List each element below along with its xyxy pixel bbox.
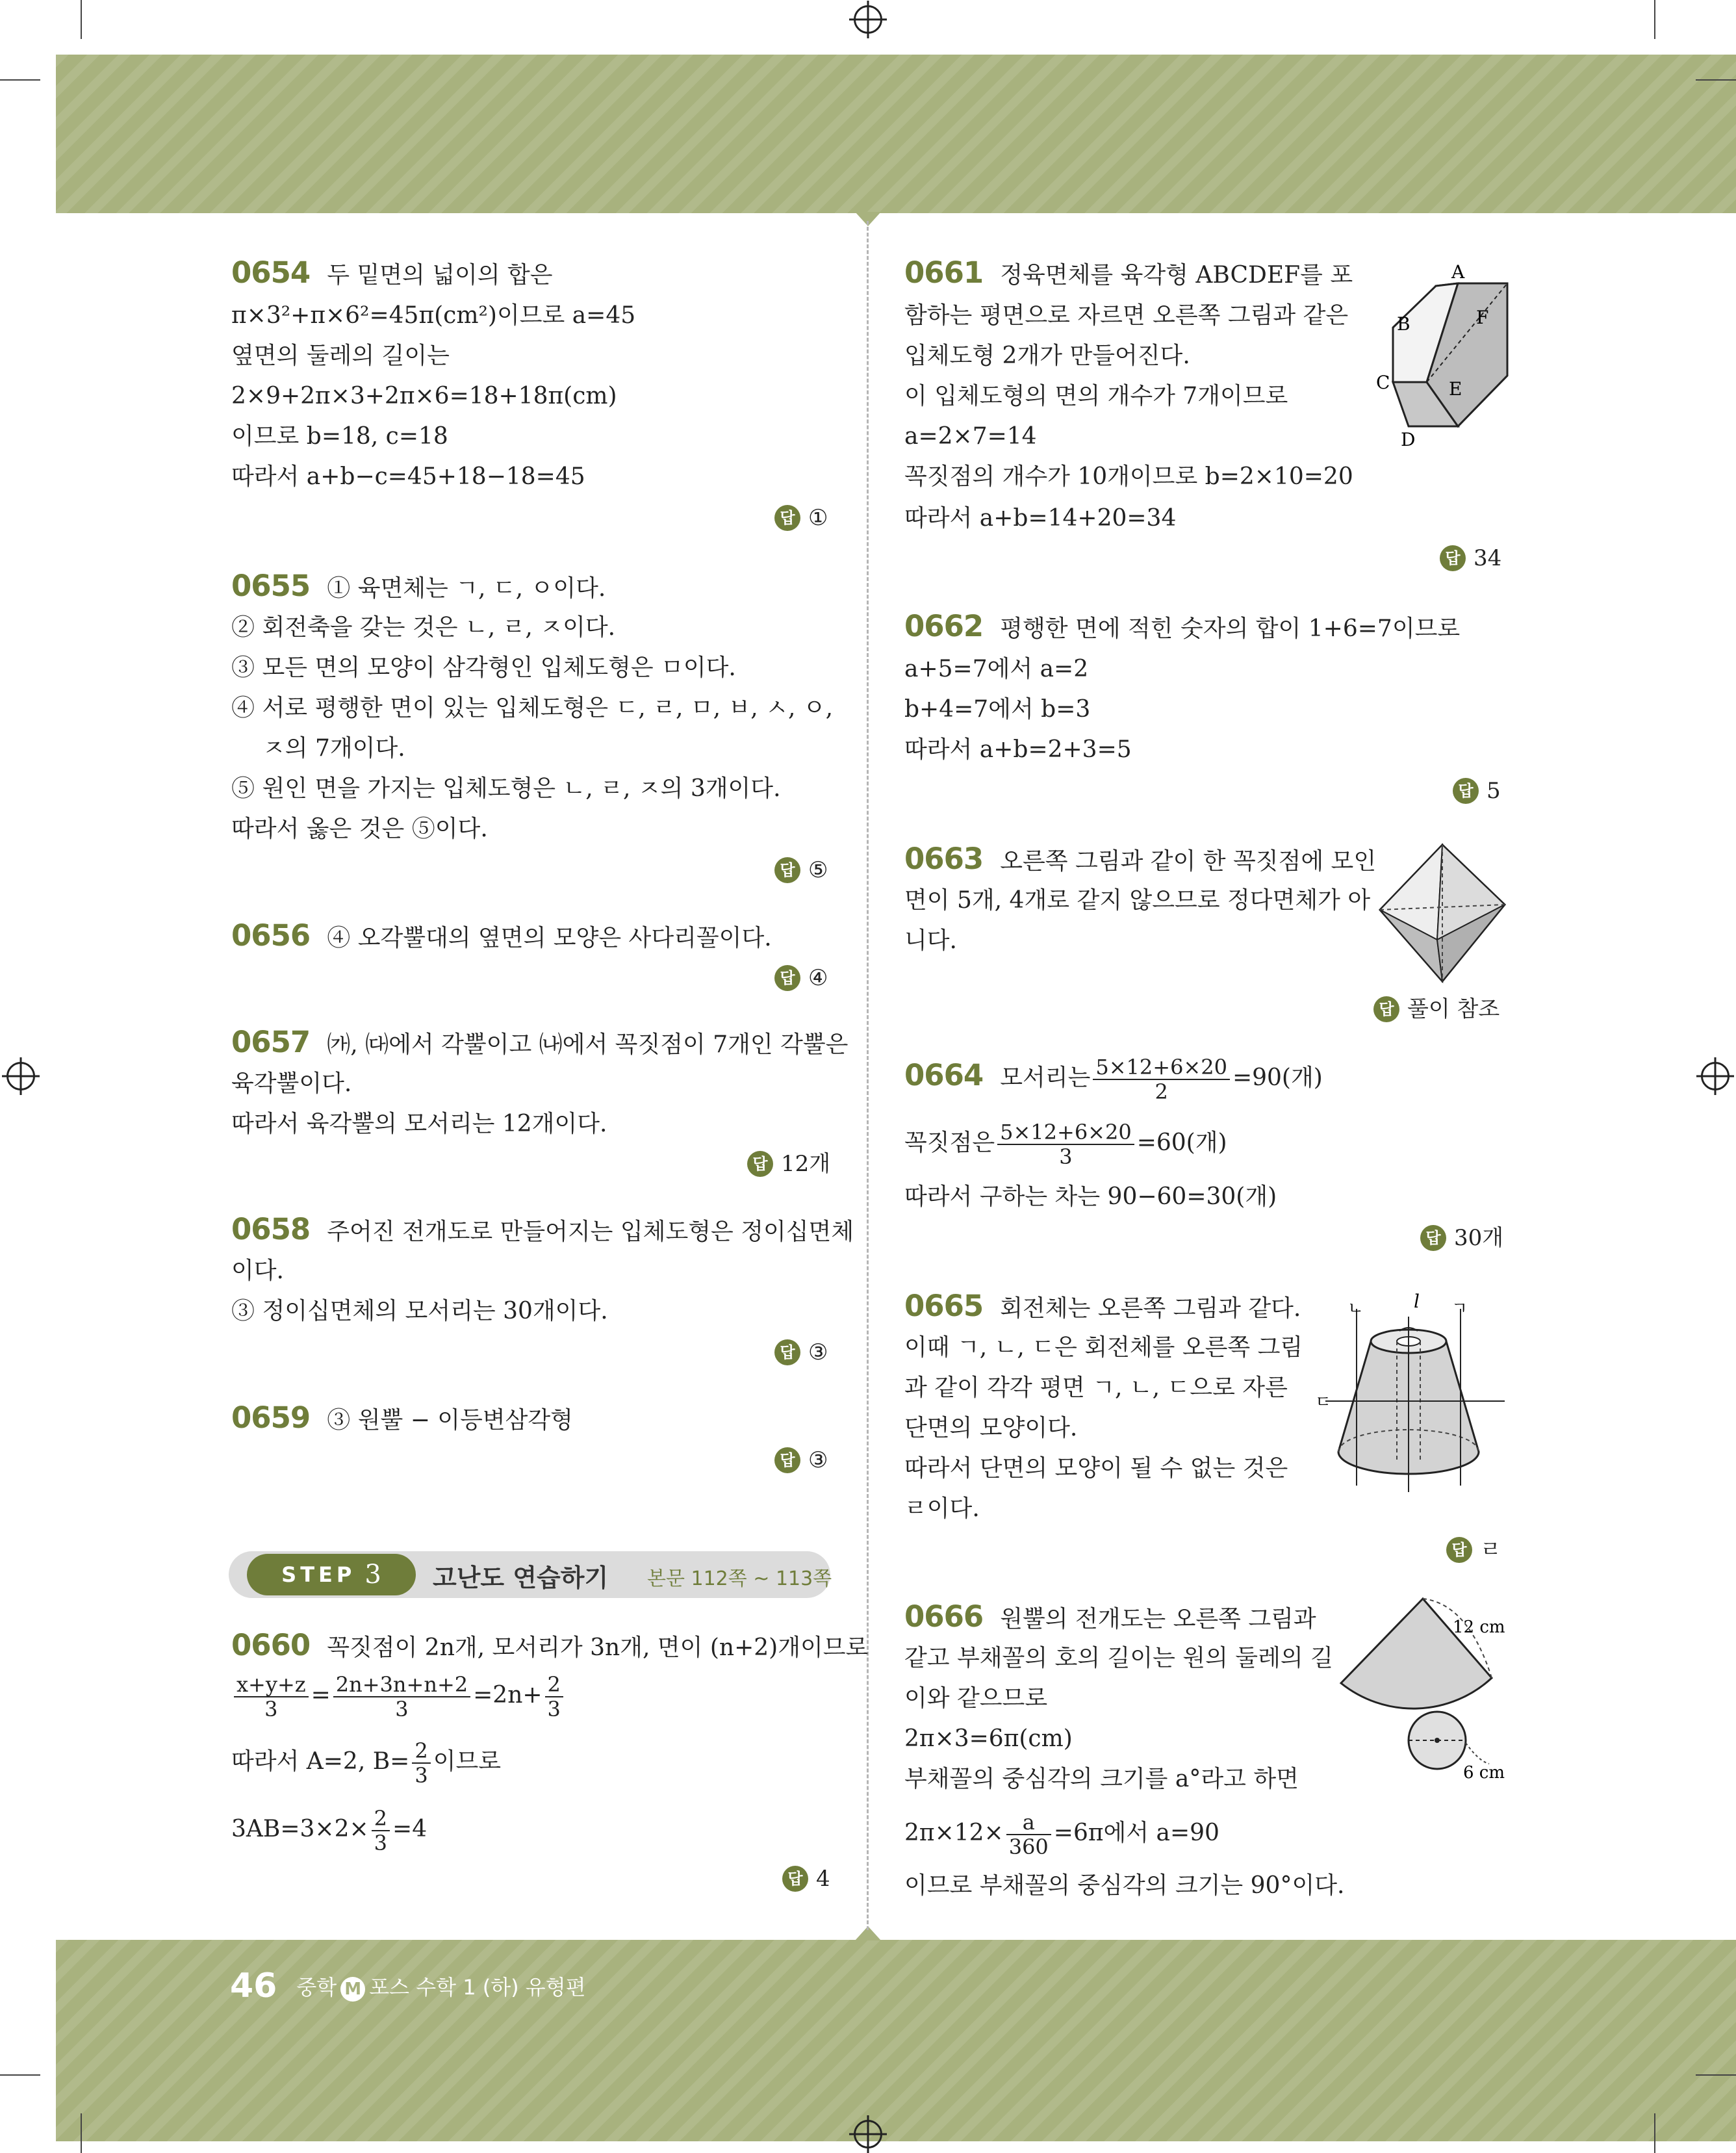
problem-0660-equation: $\frac{x+y+z}{3}$ = $\frac{2n+3n+n+2}{3}$ =2n+ $\frac{2}{3}$ — [231, 1673, 566, 1721]
fraction: $\frac{a}{360}$ — [1006, 1811, 1051, 1859]
fraction: $\frac{5\times 12+6\times 20}{2}$ — [1093, 1055, 1230, 1103]
crop-mark — [81, 2113, 82, 2153]
answer-value: 풀이 참조 — [1407, 996, 1500, 1022]
problem-0654-line5: 이므로 b=18, c=18 — [231, 423, 448, 450]
crop-mark — [0, 79, 40, 81]
answer-badge: 답 — [774, 505, 800, 531]
problem-0659-line1 — [231, 1400, 573, 1435]
problem-0658-line1 — [231, 1212, 854, 1246]
vertex-label: F — [1476, 307, 1489, 328]
problem-0661-line6: 꼭짓점의 개수가 10개이므로 b=2×10=20 — [904, 463, 1353, 490]
step-label: STEP — [281, 1562, 356, 1587]
answer-badge: 답 — [1373, 996, 1399, 1022]
text: 평행한 면에 적힌 숫자의 합이 1+6=7이므로 — [1000, 615, 1461, 642]
fraction: $\frac{2}{3}$ — [372, 1807, 390, 1855]
fraction: $\frac{2n+3n+n+2}{3}$ — [333, 1673, 470, 1721]
answer-badge: 답 — [782, 1866, 808, 1892]
answer-0655 — [774, 857, 828, 884]
answer-value: ⑤ — [808, 857, 828, 883]
problem-0655-line5: ㅈ의 7개이다. — [262, 735, 405, 762]
problem-0666-line7: 이므로 부채꼴의 중심각의 크기는 90°이다. — [904, 1872, 1345, 1899]
answer-value: ③ — [808, 1447, 828, 1473]
text: 회전체는 오른쪽 그림과 같다. — [1000, 1295, 1301, 1322]
problem-0665-line6: ㄹ이다. — [904, 1495, 980, 1522]
problem-0656-line1 — [231, 918, 772, 953]
problem-number: 0661 — [904, 255, 984, 290]
problem-0657-line1 — [231, 1025, 849, 1059]
problem-0663-line2: 면이 5개, 4개로 같지 않으므로 정다면체가 아 — [904, 887, 1371, 914]
text: ④ 오각뿔대의 옆면의 모양은 사다리꼴이다. — [327, 925, 772, 951]
problem-0662-line1 — [904, 609, 1461, 643]
problem-0654-line3: 옆면의 둘레의 길이는 — [231, 342, 450, 369]
problem-0666-line6: 2π×12× $\frac{a}{360}$ =6π에서 a=90 — [904, 1810, 1219, 1859]
vertex-label: C — [1376, 372, 1390, 393]
answer-0664 — [1420, 1224, 1503, 1252]
page-number: 46 — [230, 1966, 277, 2005]
length-label: 12 cm — [1453, 1618, 1505, 1637]
crop-mark — [1654, 0, 1655, 39]
fraction: $\frac{5\times 12+6\times 20}{3}$ — [997, 1120, 1134, 1168]
answer-value: ① — [808, 505, 828, 531]
problem-0666-line5: 부채꼴의 중심각의 크기를 a°라고 하면 — [904, 1766, 1299, 1792]
text: ③ 원뿔 − 이등변삼각형 — [327, 1407, 573, 1434]
answer-0654 — [774, 504, 828, 532]
crop-mark — [1654, 2113, 1655, 2153]
vertex-label: A — [1451, 261, 1465, 283]
answer-badge: 답 — [747, 1151, 773, 1177]
hexahedron-figure — [1375, 842, 1511, 985]
book-title: 중학 M 포스 수학 1 (하) 유형편 — [296, 1971, 585, 2002]
problem-0662-line4: 따라서 a+b=2+3=5 — [904, 736, 1132, 763]
solid-of-revolution-figure — [1312, 1291, 1507, 1499]
step-number: 3 — [364, 1560, 381, 1590]
registration-mark-left — [6, 1062, 35, 1090]
fraction: $\frac{2}{3}$ — [412, 1739, 430, 1787]
text: ㈎, ㈐에서 각뿔이고 ㈏에서 꼭짓점이 7개인 각뿔은 — [327, 1031, 849, 1058]
answer-0661 — [1440, 545, 1501, 572]
problem-number: 0658 — [231, 1212, 311, 1246]
answer-0663 — [1373, 996, 1500, 1023]
answer-value: 5 — [1487, 778, 1501, 804]
text: 주어진 전개도로 만들어지는 입체도형은 정이십면체 — [327, 1218, 854, 1245]
problem-number: 0657 — [231, 1025, 311, 1059]
problem-0658-line2: 이다. — [231, 1257, 284, 1284]
fraction: $\frac{x+y+z}{3}$ — [234, 1673, 309, 1721]
plane-label: ㄱ — [1451, 1299, 1468, 1319]
problem-0665-line5: 따라서 단면의 모양이 될 수 없는 것은 — [904, 1455, 1288, 1482]
problem-0662-line3: b+4=7에서 b=3 — [904, 696, 1091, 723]
answer-0665 — [1446, 1536, 1501, 1564]
crop-mark — [1696, 2074, 1736, 2076]
step-page-ref: 본문 112쪽 ~ 113쪽 — [647, 1567, 832, 1590]
problem-number: 0663 — [904, 842, 984, 876]
problem-0666-line2: 같고 부채꼴의 호의 길이는 원의 둘레의 길 — [904, 1645, 1333, 1671]
answer-0656 — [774, 964, 828, 992]
problem-0660-line4: 3AB=3×2× $\frac{2}{3}$ =4 — [231, 1806, 428, 1855]
text: 오른쪽 그림과 같이 한 꼭짓점에 모인 — [1000, 848, 1377, 875]
registration-mark-top — [854, 5, 882, 34]
step-pill — [247, 1554, 416, 1595]
problem-0655-line3: ③ 모든 면의 모양이 삼각형인 입체도형은 ㅁ이다. — [231, 654, 736, 681]
text: 원뿔의 전개도는 오른쪽 그림과 — [1000, 1606, 1316, 1632]
problem-0655-line1 — [231, 569, 606, 603]
answer-badge: 답 — [774, 1339, 800, 1365]
fraction: $\frac{2}{3}$ — [545, 1673, 563, 1721]
problem-number: 0662 — [904, 609, 984, 643]
answer-0658 — [774, 1339, 828, 1366]
problem-0654-line4: 2×9+2π×3+2π×6=18+18π(cm) — [231, 383, 617, 409]
problem-0665-line2: 이때 ㄱ, ㄴ, ㄷ은 회전체를 오른쪽 그림 — [904, 1334, 1303, 1361]
answer-value: ④ — [808, 965, 828, 991]
problem-0661-line4: 이 입체도형의 면의 개수가 7개이므로 — [904, 383, 1288, 409]
problem-0661-line1 — [904, 255, 1353, 290]
answer-value: ③ — [808, 1339, 828, 1365]
problem-0664-line1: 0664 모서리는 $\frac{5\times 12+6\times 20}{2}$ =90(개) — [904, 1055, 1323, 1104]
registration-mark-bottom — [854, 2120, 882, 2148]
plane-label: ㄴ — [1347, 1299, 1364, 1319]
problem-number: 0654 — [231, 255, 311, 290]
answer-0657 — [747, 1150, 830, 1178]
cone-net-figure — [1325, 1593, 1507, 1788]
step-title: 고난도 연습하기 — [433, 1564, 609, 1592]
problem-0654-line6: 따라서 a+b−c=45+18−18=45 — [231, 463, 585, 490]
problem-number: 0660 — [231, 1628, 311, 1662]
problem-0664-line3: 따라서 구하는 차는 90−60=30(개) — [904, 1183, 1277, 1210]
column-divider — [867, 221, 869, 1930]
problem-0661-line2: 함하는 평면으로 자르면 오른쪽 그림과 같은 — [904, 302, 1349, 329]
plane-label: ㄷ — [1315, 1393, 1332, 1412]
problem-0655-line4: ④ 서로 평행한 면이 있는 입체도형은 ㄷ, ㄹ, ㅁ, ㅂ, ㅅ, ㅇ, — [231, 695, 834, 721]
problem-0655-line2: ② 회전축을 갖는 것은 ㄴ, ㄹ, ㅈ이다. — [231, 614, 616, 641]
vertex-label: D — [1401, 429, 1416, 450]
problem-0663-line1 — [904, 842, 1377, 876]
page-footer — [230, 1966, 586, 2005]
answer-value: 4 — [816, 1866, 830, 1892]
answer-badge: 답 — [1420, 1225, 1446, 1251]
m-logo-icon: M — [340, 1977, 365, 2002]
answer-badge: 답 — [1440, 545, 1466, 571]
answer-badge: 답 — [774, 857, 800, 883]
problem-0661-line3: 입체도형 2개가 만들어진다. — [904, 342, 1190, 369]
answer-0659 — [774, 1447, 828, 1474]
problem-0654-line1 — [231, 255, 553, 290]
problem-0660-line3: 따라서 A=2, B= $\frac{2}{3}$ 이므로 — [231, 1738, 502, 1788]
problem-number: 0655 — [231, 569, 311, 603]
problem-0654-line2: π×3²+π×6²=45π(cm²)이므로 a=45 — [231, 302, 636, 329]
answer-badge: 답 — [1446, 1537, 1472, 1563]
problem-number: 0659 — [231, 1400, 311, 1435]
problem-0657-line3: 따라서 육각뿔의 모서리는 12개이다. — [231, 1111, 607, 1137]
answer-badge: 답 — [774, 965, 800, 991]
problem-0664-line2: 꼭짓점은 $\frac{5\times 12+6\times 20}{3}$ =60(개) — [904, 1120, 1227, 1169]
problem-0655-line6: ⑤ 원인 면을 가지는 입체도형은 ㄴ, ㄹ, ㅈ의 3개이다. — [231, 775, 781, 802]
problem-number: 0666 — [904, 1599, 984, 1634]
crop-mark — [0, 2074, 40, 2076]
answer-value: 34 — [1474, 545, 1502, 571]
text: 정육면체를 육각형 ABCDEF를 포 — [1000, 262, 1353, 289]
problem-0661-line5: a=2×7=14 — [904, 423, 1037, 450]
problem-0665-line3: 과 같이 각각 평면 ㄱ, ㄴ, ㄷ으로 자른 — [904, 1374, 1288, 1401]
answer-badge: 답 — [1453, 778, 1479, 804]
problem-0657-line2: 육각뿔이다. — [231, 1070, 352, 1097]
answer-value: 12개 — [781, 1151, 831, 1177]
problem-0660-line1 — [231, 1628, 869, 1662]
text: 꼭짓점이 2n개, 모서리가 3n개, 면이 (n+2)개이므로 — [327, 1634, 869, 1661]
length-label: 6 cm — [1463, 1763, 1505, 1783]
problem-0665-line4: 단면의 모양이다. — [904, 1415, 1078, 1441]
problem-number: 0665 — [904, 1289, 984, 1323]
vertex-label: E — [1449, 378, 1462, 400]
problem-0655-line7: 따라서 옳은 것은 ⑤이다. — [231, 816, 488, 842]
registration-mark-right — [1701, 1062, 1730, 1090]
problem-0658-line3: ③ 정이십면체의 모서리는 30개이다. — [231, 1298, 608, 1324]
problem-0663-line3: 니다. — [904, 927, 957, 954]
problem-0666-line4: 2π×3=6π(cm) — [904, 1725, 1073, 1752]
crop-mark — [1696, 79, 1736, 81]
axis-label: l — [1414, 1291, 1420, 1312]
problem-0666-line3: 이와 같으므로 — [904, 1685, 1048, 1712]
cut-cube-figure — [1371, 259, 1520, 454]
problem-0665-line1 — [904, 1289, 1301, 1323]
problem-0666-line1 — [904, 1599, 1316, 1634]
crop-mark — [81, 0, 82, 39]
problem-number: 0664 — [904, 1058, 984, 1092]
text: 두 밑면의 넓이의 합은 — [327, 262, 553, 289]
problem-0661-line7: 따라서 a+b=14+20=34 — [904, 505, 1177, 532]
problem-0662-line2: a+5=7에서 a=2 — [904, 656, 1089, 682]
answer-badge: 답 — [774, 1447, 800, 1473]
top-banner — [56, 55, 1736, 213]
answer-0662 — [1453, 777, 1501, 805]
vertex-label: B — [1397, 313, 1410, 335]
answer-0660 — [782, 1865, 830, 1892]
answer-value: 30개 — [1454, 1225, 1504, 1251]
answer-value: ㄹ — [1480, 1537, 1501, 1563]
text: ① 육면체는 ㄱ, ㄷ, ㅇ이다. — [327, 575, 606, 602]
problem-number: 0656 — [231, 918, 311, 953]
